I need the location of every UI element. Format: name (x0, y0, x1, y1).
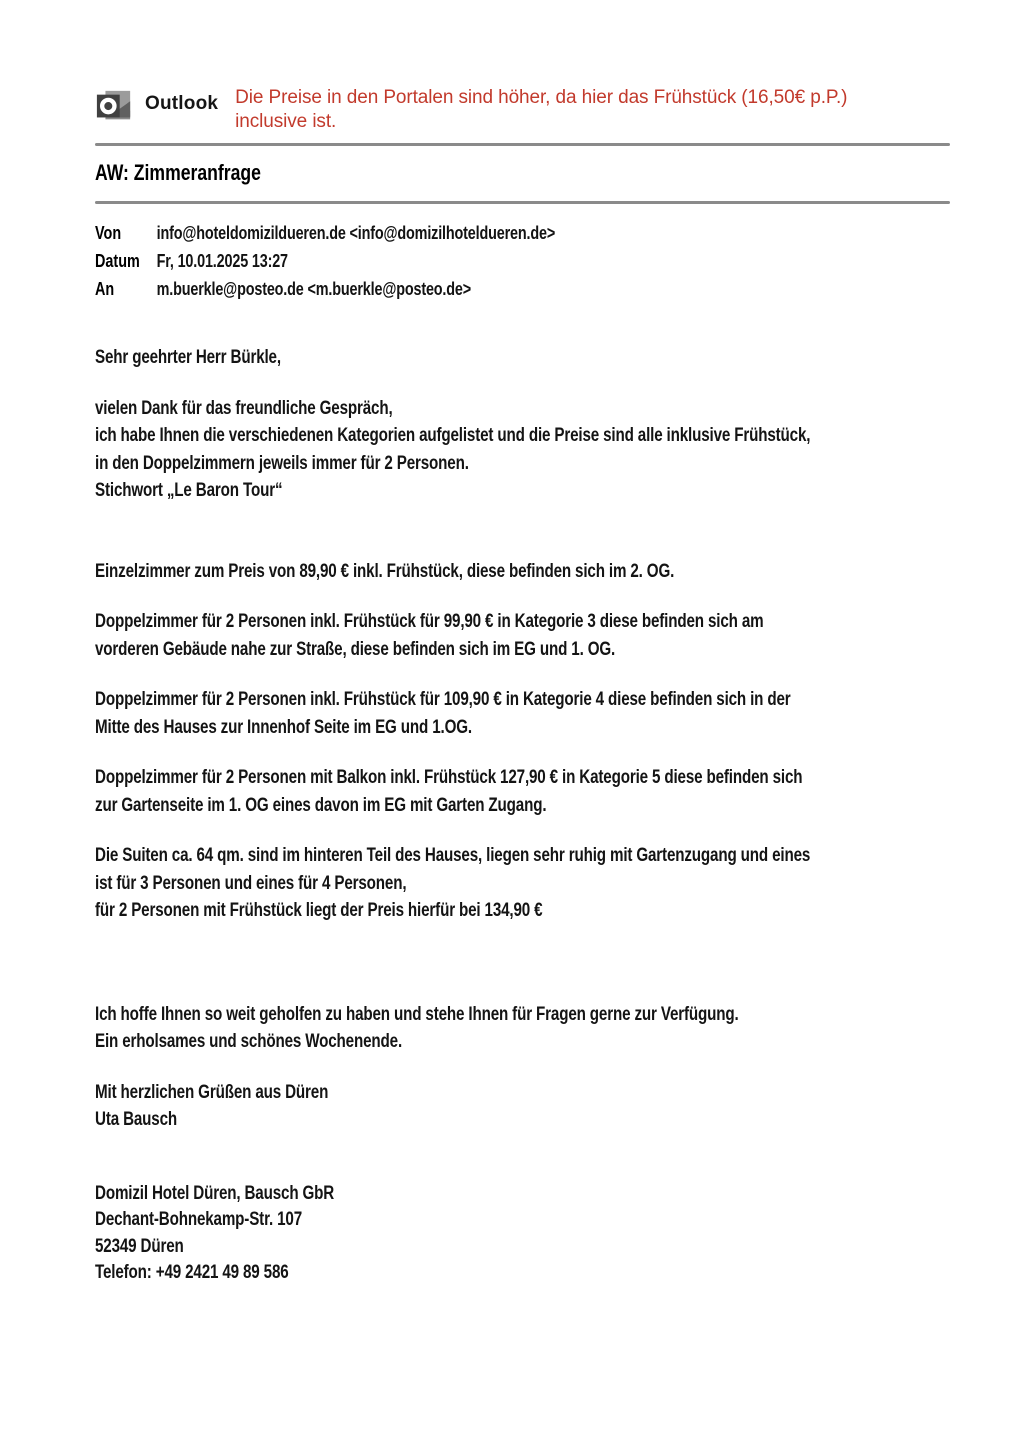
email-header-block (95, 219, 950, 303)
double-room-cat4-paragraph: Doppelzimmer für 2 Personen inkl. Frühstück für 109,90 € in Kategorie 4 diese befinden sich in der Mitte des Hauses zur Innenhof Seite im EG und 1.OG. (95, 689, 791, 738)
header-label-date: Datum (95, 251, 140, 271)
email-body (95, 344, 950, 1287)
header-row-date (95, 247, 950, 275)
header-row-from (95, 219, 950, 247)
double-room-cat5-paragraph: Doppelzimmer für 2 Personen mit Balkon inkl. Frühstück 127,90 € in Kategorie 5 diese befinden sich zur Gartenseite im 1. OG eines davon im EG mit Garten Zugang. (95, 767, 803, 816)
closing-paragraph: Ich hoffe Ihnen so weit geholfen zu haben und stehe Ihnen für Fragen gerne zur Verfügung. Ein erholsames und schönes Wochenende. (95, 1003, 739, 1052)
banner (95, 84, 950, 134)
header-row-to (95, 275, 950, 303)
header-value-date: Fr, 10.01.2025 13:27 (156, 251, 288, 271)
outlook-logo-icon (95, 88, 133, 126)
single-room-paragraph: Einzelzimmer zum Preis von 89,90 € inkl. Frühstück, diese befinden sich im 2. OG. (95, 560, 675, 582)
suites-paragraph: Die Suiten ca. 64 qm. sind im hinteren Teil des Hauses, liegen sehr ruhig mit Gartenzugang und eines ist für 3 Personen und eines für 4 Personen, für 2 Personen mit Frühstück liegt der Preis hierfür bei 134,90 € (95, 845, 811, 921)
intro-paragraph: vielen Dank für das freundliche Gespräch, ich habe Ihnen die verschiedenen Kategorien aufgelistet und die Preise sind alle inklusive Frühstück, in den Doppelzimmern jeweils immer für 2 Personen. Stichwort „Le Baron Tour“ (95, 397, 811, 501)
regards-paragraph: Mit herzlichen Grüßen aus Düren Uta Bausch (95, 1081, 329, 1130)
email-subject: AW: Zimmeranfrage (95, 160, 261, 185)
signature-block: Domizil Hotel Düren, Bausch GbR Dechant-Bohnekamp-Str. 107 52349 Düren Telefon: +49 2421 49 89 586 (95, 1182, 335, 1283)
greeting-paragraph: Sehr geehrter Herr Bürkle, (95, 347, 281, 368)
divider-subject (95, 201, 950, 204)
outlook-wordmark: Outlook (145, 93, 219, 114)
price-annotation-note: Die Preise in den Portalen sind höher, da hier das Frühstück (16,50€ p.P.) inclusive ist. (235, 87, 848, 132)
double-room-cat3-paragraph: Doppelzimmer für 2 Personen inkl. Frühstück für 99,90 € in Kategorie 3 diese befinden sich am vorderen Gebäude nahe zur Straße, diese befinden sich im EG und 1. OG. (95, 611, 764, 660)
header-value-from: info@hoteldomizildueren.de <info@domizilhoteldueren.de> (156, 223, 556, 243)
divider-top (95, 143, 950, 146)
header-label-from: Von (95, 223, 122, 243)
header-value-to: m.buerkle@posteo.de <m.buerkle@posteo.de> (156, 279, 472, 299)
header-label-to: An (95, 279, 115, 299)
